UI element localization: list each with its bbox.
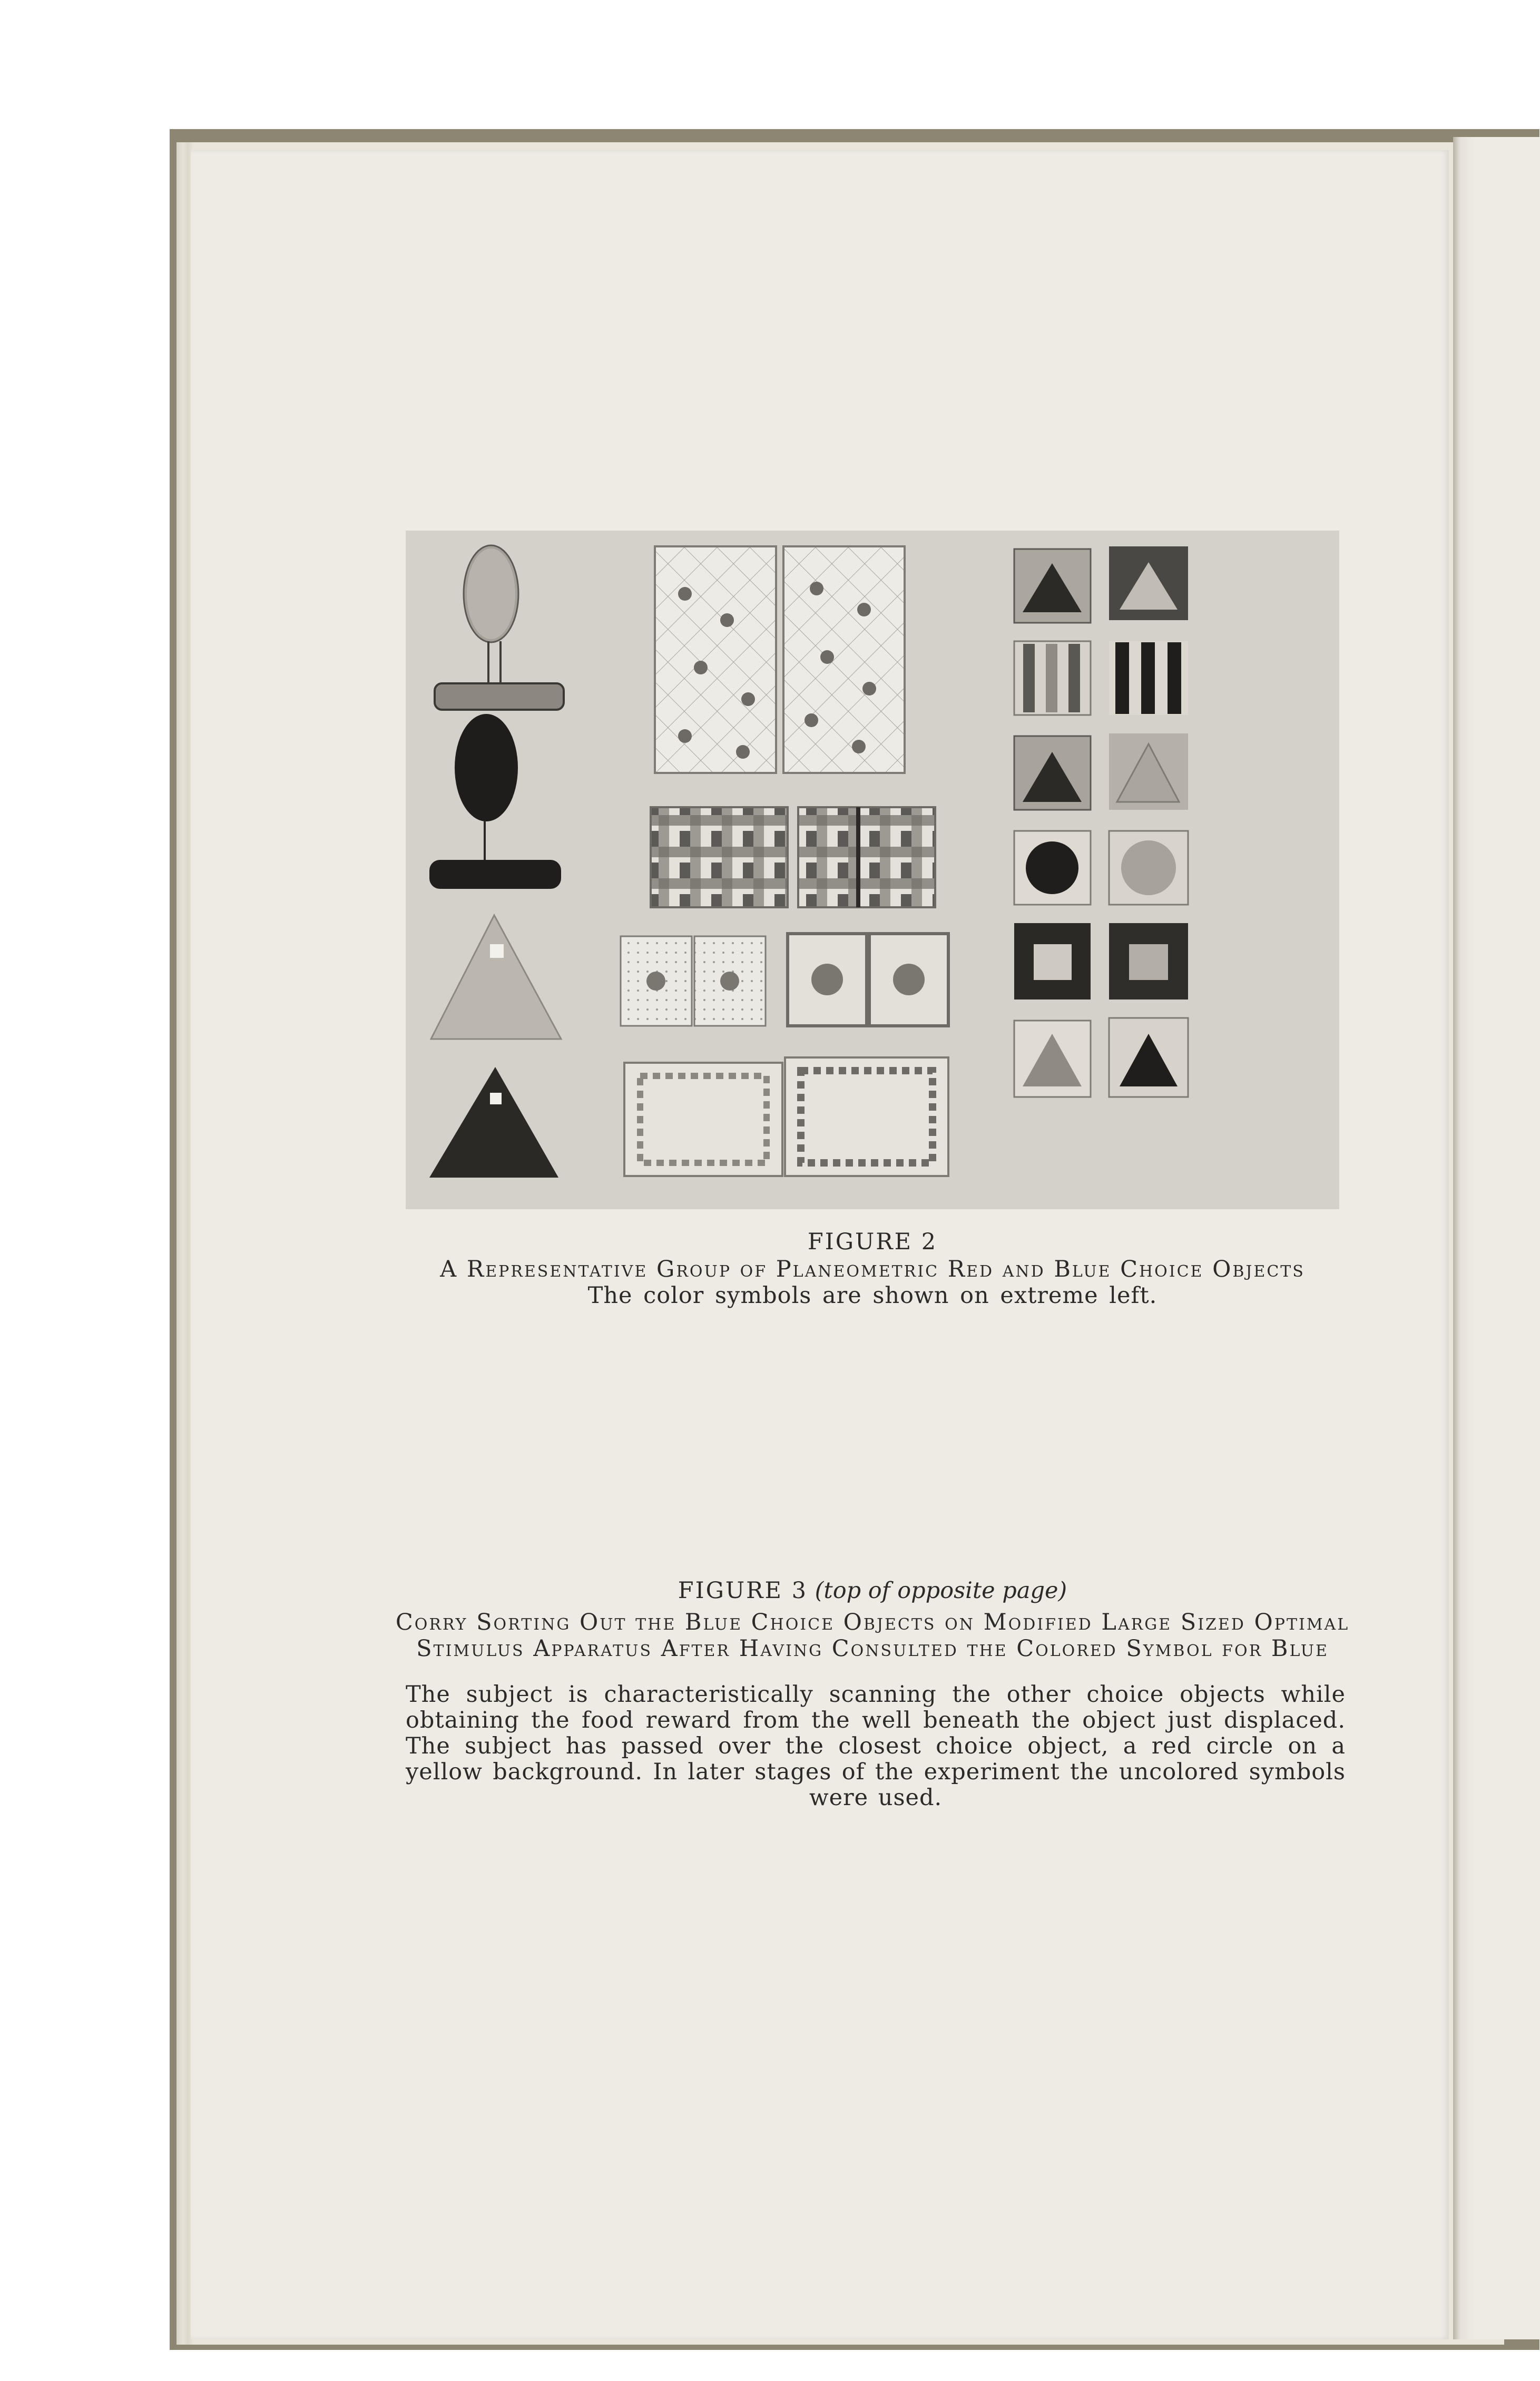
figure-2-title: A Representative Group of Planeometric Red and Blue Choice Objects (440, 1256, 1305, 1282)
figure-3-body: The subject is characteristically scanning the other choice objects while obtaining the food reward from the well beneath the object just displaced. The subject has passed over the closest choice object, a red circle on a yellow background. In later stages of the experiment the uncolored symbols were used. (406, 1681, 1346, 1811)
patterned-choice-objects (621, 546, 948, 1176)
figure-3-label-note: (top of opposite page) (815, 1577, 1067, 1604)
figure-2-caption (369, 1229, 1376, 1309)
opposite-page-edge (1453, 137, 1540, 2339)
planeometric-tiles (1014, 546, 1188, 1097)
figure-2-photo-illustration (406, 531, 1339, 1209)
figure-2-photograph (406, 531, 1339, 1209)
figure-2-label: FIGURE 2 (807, 1229, 938, 1255)
color-symbols (429, 545, 564, 1178)
figure-3-title-line-1: Corry Sorting Out the Blue Choice Objects on Modified Large Sized Optimal (395, 1609, 1350, 1635)
figure-3-heading (369, 1577, 1376, 1604)
figure-3-caption (369, 1577, 1376, 1662)
figure-3-title-line-2: Stimulus Apparatus After Having Consulted the Colored Symbol for Blue (416, 1635, 1329, 1662)
figure-3-label: FIGURE 3 (678, 1577, 808, 1604)
figure-2-subtitle: The color symbols are shown on extreme left. (587, 1282, 1158, 1309)
